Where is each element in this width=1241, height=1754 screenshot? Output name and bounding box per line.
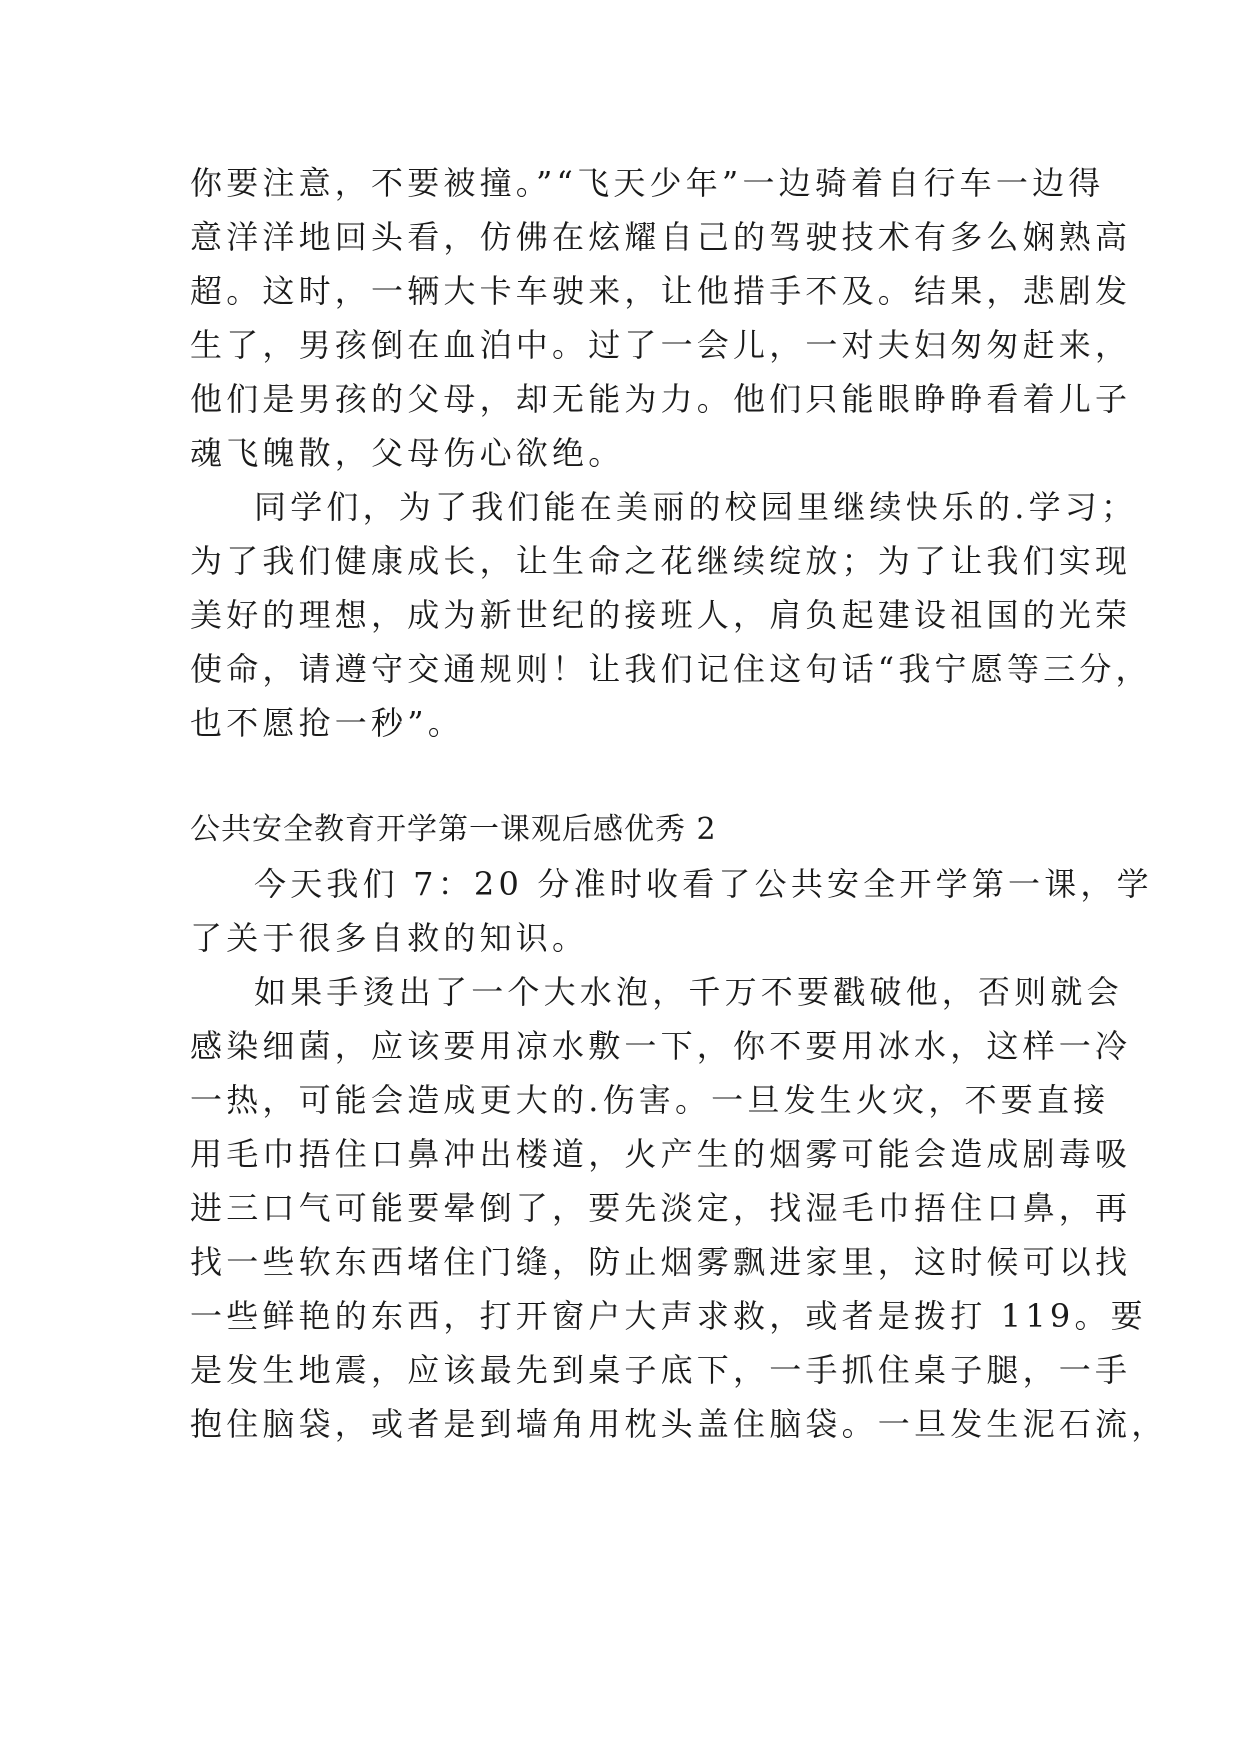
paragraph-line: 超。这时，一辆大卡车驶来，让他措手不及。结果，悲剧发 (190, 272, 1132, 310)
paragraph-line: 抱住脑袋，或者是到墙角用枕头盖住脑袋。一旦发生泥石流， (190, 1405, 1168, 1443)
section-title: 公共安全教育开学第一课观后感优秀 2 (190, 812, 717, 847)
paragraph-line: 感染细菌，应该要用凉水敷一下，你不要用冰水，这样一冷 (190, 1027, 1132, 1065)
paragraph-line: 使命，请遵守交通规则！让我们记住这句话“我宁愿等三分， (190, 650, 1152, 688)
paragraph-line: 进三口气可能要晕倒了，要先淡定，找湿毛巾捂住口鼻，再 (190, 1189, 1132, 1227)
paragraph-line: 找一些软东西堵住门缝，防止烟雾飘进家里，这时候可以找 (190, 1243, 1132, 1281)
paragraph-line: 为了我们健康成长，让生命之花继续绽放；为了让我们实现 (190, 542, 1132, 580)
paragraph-line: 也不愿抢一秒”。 (190, 704, 464, 742)
paragraph-line: 生了，男孩倒在血泊中。过了一会儿，一对夫妇匆匆赶来， (190, 326, 1132, 364)
paragraph-line: 魂飞魄散，父母伤心欲绝。 (190, 434, 625, 472)
paragraph-line: 美好的理想，成为新世纪的接班人，肩负起建设祖国的光荣 (190, 596, 1132, 634)
paragraph-line: 一些鲜艳的东西，打开窗户大声求救，或者是拨打 119。要 (190, 1297, 1147, 1335)
paragraph-line: 用毛巾捂住口鼻冲出楼道，火产生的烟雾可能会造成剧毒吸 (190, 1135, 1132, 1173)
paragraph-line: 一热，可能会造成更大的.伤害。一旦发生火灾，不要直接 (190, 1081, 1110, 1119)
paragraph-line: 今天我们 7：20 分准时收看了公共安全开学第一课，学 (254, 865, 1153, 903)
paragraph-line: 是发生地震，应该最先到桌子底下，一手抓住桌子腿，一手 (190, 1351, 1132, 1389)
paragraph-line: 如果手烫出了一个大水泡，千万不要戳破他，否则就会 (254, 973, 1123, 1011)
paragraph-line: 你要注意，不要被撞。”“飞天少年”一边骑着自行车一边得 (190, 164, 1105, 202)
paragraph-line: 他们是男孩的父母，却无能为力。他们只能眼睁睁看着儿子 (190, 380, 1132, 418)
paragraph-line: 意洋洋地回头看，仿佛在炫耀自己的驾驶技术有多么娴熟高 (190, 218, 1132, 256)
paragraph-line: 了关于很多自救的知识。 (190, 919, 589, 957)
paragraph-line: 同学们，为了我们能在美丽的校园里继续快乐的.学习； (254, 488, 1138, 526)
